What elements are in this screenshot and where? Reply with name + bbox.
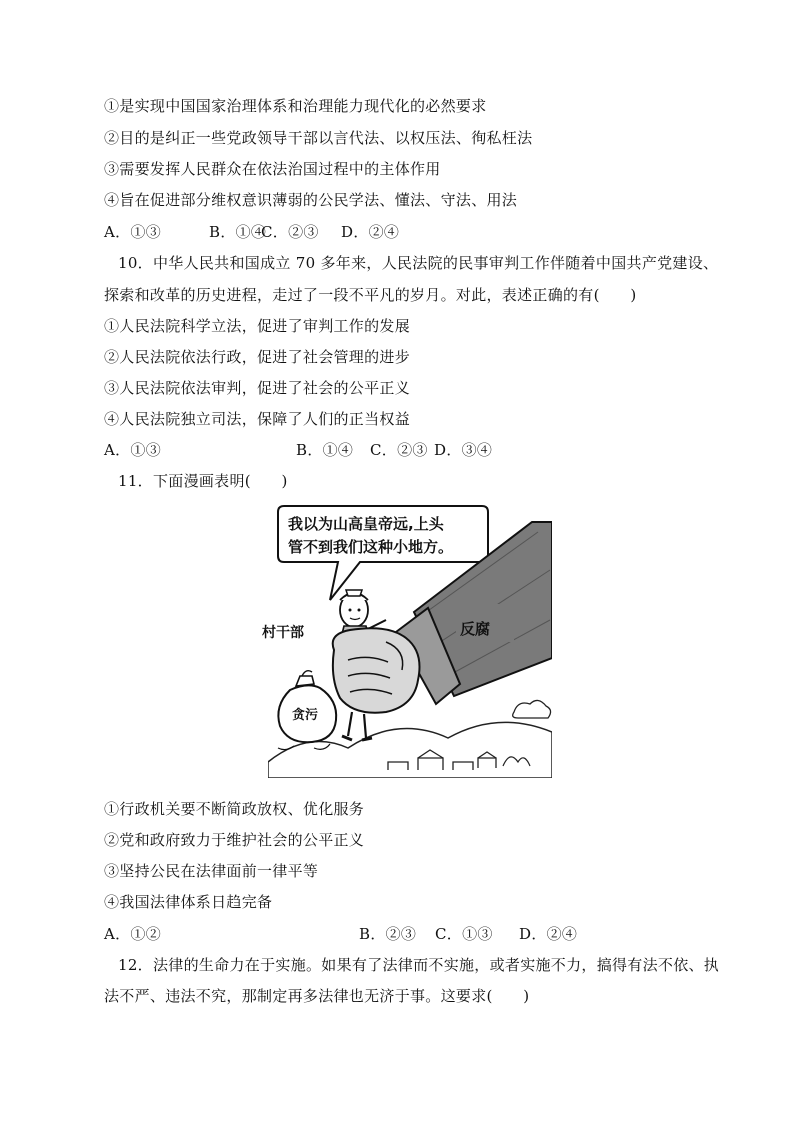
q10-statement-2: ②人民法院依法行政，促进了社会管理的进步 <box>104 348 411 366</box>
q10-stem-line-1: 10．中华人民共和国成立 70 多年来，人民法院的民事审判工作伴随着中国共产党建设、 <box>118 254 719 272</box>
anti-corruption-label: 反腐 <box>460 620 491 638</box>
q10-options <box>104 440 492 460</box>
q11-statement-1: ①行政机关要不断简政放权、优化服务 <box>104 800 365 818</box>
q11-statement-4: ④我国法律体系日趋完备 <box>104 893 273 911</box>
q10-option-b[interactable]: B．①④ <box>296 441 354 459</box>
q9-option-c[interactable]: C．②③ <box>261 223 319 241</box>
q11-option-a[interactable]: A．①② <box>104 925 162 943</box>
q10-statement-3: ③人民法院依法审判，促进了社会的公平正义 <box>104 379 411 397</box>
q9-statement-2: ②目的是纠正一些党政领导干部以言代法、以权压法、徇私枉法 <box>104 129 533 147</box>
q10-option-d[interactable]: D．③④ <box>434 441 493 459</box>
q9-option-a[interactable]: A．①③ <box>104 223 162 241</box>
speech-bubble-line-2: 管不到我们这种小地方。 <box>288 538 454 556</box>
q11-option-c[interactable]: C．①③ <box>435 925 493 943</box>
q9-statement-4: ④旨在促进部分维权意识薄弱的公民学法、懂法、守法、用法 <box>104 191 518 209</box>
q12-stem-line-2: 法不严、违法不究，那制定再多法律也无济于事。这要求( ) <box>104 987 530 1005</box>
q11-statement-3: ③坚持公民在法律面前一律平等 <box>104 862 319 880</box>
q10-option-a[interactable]: A．①③ <box>104 441 162 459</box>
q10-statement-4: ④人民法院独立司法，保障了人们的正当权益 <box>104 410 411 428</box>
q11-option-b[interactable]: B．②③ <box>359 925 417 943</box>
q9-option-d[interactable]: D．②④ <box>341 223 400 241</box>
q10-option-c[interactable]: C．②③ <box>370 441 428 459</box>
q11-options <box>104 924 577 944</box>
q11-option-d[interactable]: D．②④ <box>519 925 578 943</box>
speech-bubble-line-1: 我以为山高皇帝远,上头 <box>288 515 444 533</box>
q11-stem: 11．下面漫画表明( ) <box>118 472 288 490</box>
village-official-label: 村干部 <box>262 625 304 641</box>
q9-statement-3: ③需要发挥人民群众在依法治国过程中的主体作用 <box>104 160 441 178</box>
q12-stem-line-1: 12．法律的生命力在于实施。如果有了法律而不实施，或者实施不力，搞得有法不依、执 <box>118 956 720 974</box>
q9-statement-1: ①是实现中国国家治理体系和治理能力现代化的必然要求 <box>104 97 487 115</box>
q10-stem-line-2: 探索和改革的历史进程，走过了一段不平凡的岁月。对此，表述正确的有( ) <box>104 286 637 304</box>
q9-option-b[interactable]: B．①④ <box>209 223 267 241</box>
q10-statement-1: ①人民法院科学立法，促进了审判工作的发展 <box>104 317 411 335</box>
anti-corruption-cartoon <box>262 500 552 778</box>
q9-options <box>104 222 399 242</box>
corruption-bag-label: 贪污 <box>292 708 319 723</box>
q11-statement-2: ②党和政府致力于维护社会的公平正义 <box>104 831 365 849</box>
